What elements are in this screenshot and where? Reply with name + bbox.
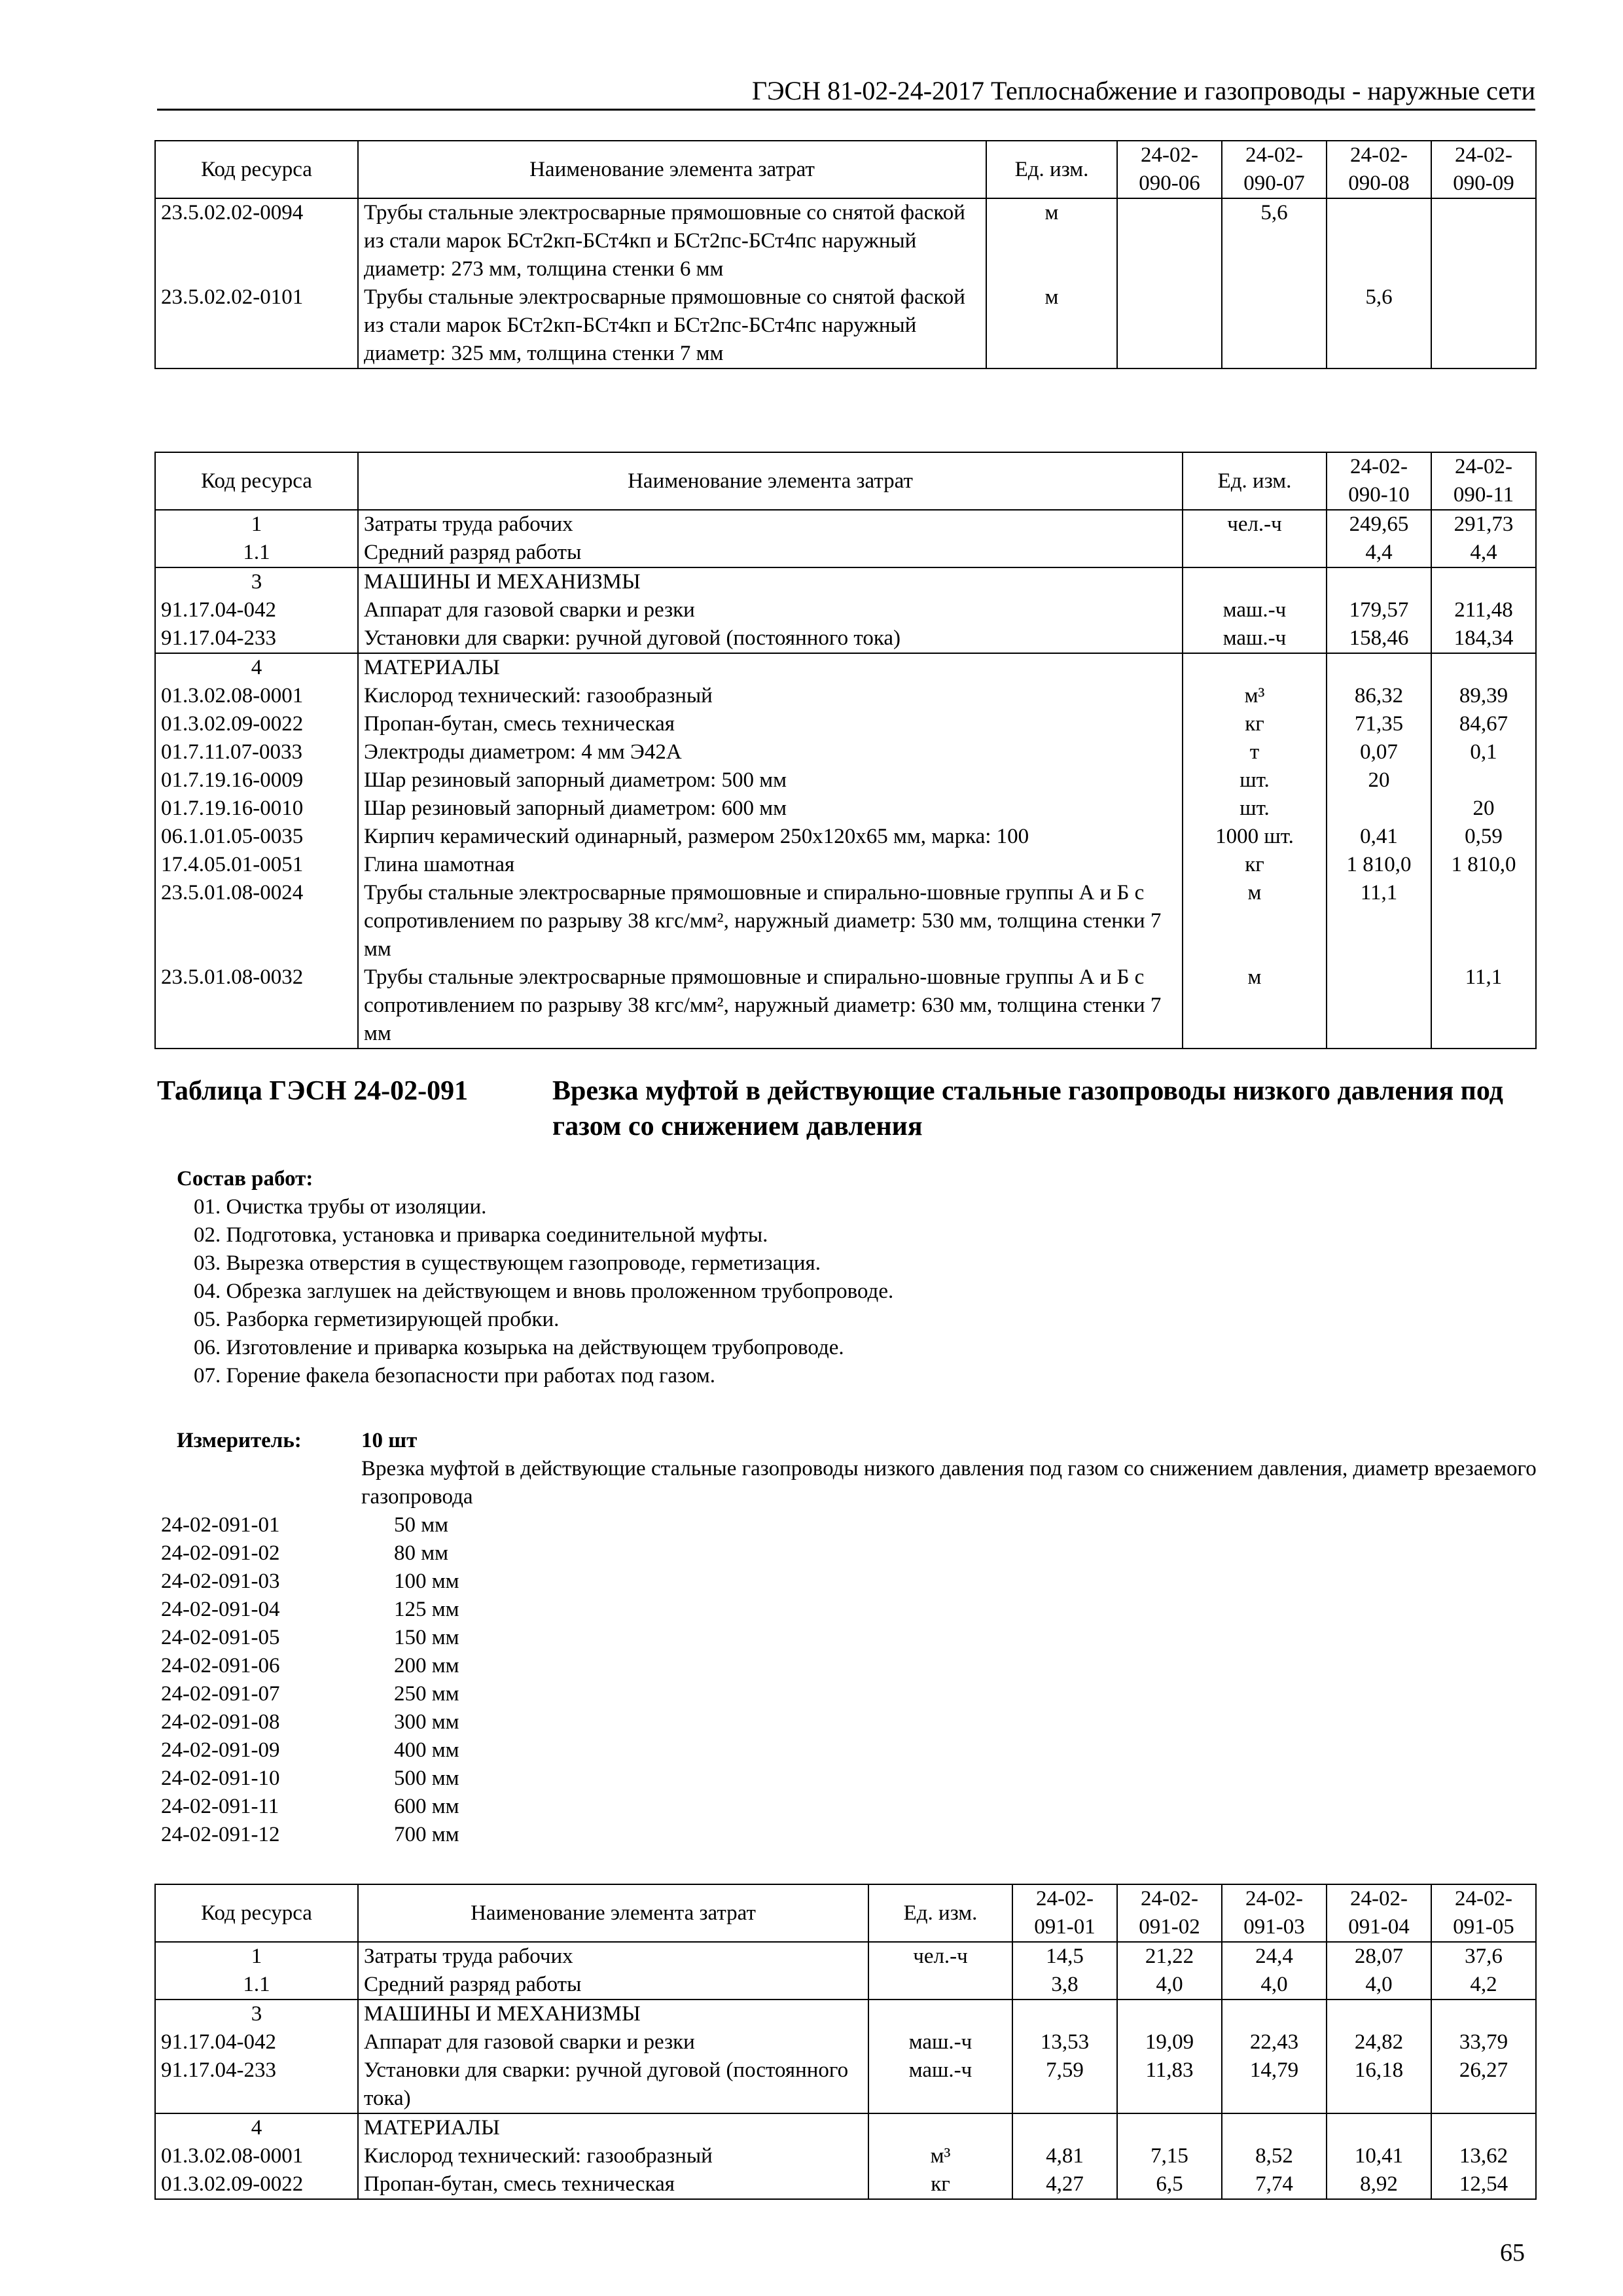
col-header-norm: 24-02- 091-02 [1117,1884,1222,1942]
resource-name-cell: Глина шамотная [358,851,1183,879]
resource-name-cell: Кислород технический: газообразный [358,2142,868,2170]
resource-name-cell: Кирпич керамический одинарный, размером 250х120х65 мм, марка: 100 [358,823,1183,851]
resource-code-cell: 91.17.04-042 [155,596,358,624]
table-row [155,2000,1536,2028]
value-cell: 37,6 [1431,1942,1536,1971]
resource-code-cell: 1.1 [155,539,358,567]
resource-name-cell: МАТЕРИАЛЫ [358,2113,868,2142]
resource-code-cell: 3 [155,567,358,596]
value-cell: 13,62 [1431,2142,1536,2170]
resource-name-cell: Средний разряд работы [358,539,1183,567]
norm-code: 24-02-091-04 [161,1598,280,1621]
value-cell: 11,1 [1327,879,1431,963]
resource-code-cell: 1.1 [155,1971,358,2000]
pipe-diameter: 400 мм [394,1738,459,1762]
table-row [155,510,1536,539]
value-cell: 24,4 [1222,1942,1327,1971]
unit-cell: м [986,283,1117,368]
resource-code-cell: 91.17.04-233 [155,2056,358,2113]
table-row [155,1942,1536,1971]
value-cell [1431,567,1536,596]
resource-name-cell: Шар резиновый запорный диаметром: 600 мм [358,795,1183,823]
norm-code: 24-02-091-10 [161,1767,280,1790]
pipe-diameter: 500 мм [394,1767,459,1790]
value-cell: 1 810,0 [1431,851,1536,879]
value-cell [1431,198,1536,283]
resource-name-cell: Аппарат для газовой сварки и резки [358,2028,868,2056]
norm-code: 24-02-091-06 [161,1654,280,1677]
value-cell [1117,198,1222,283]
table-row [155,283,1536,368]
value-cell: 7,59 [1012,2056,1117,2113]
norm-code: 24-02-091-07 [161,1682,280,1706]
value-cell [1431,879,1536,963]
unit-cell: маш.-ч [1183,596,1327,624]
resource-name-cell: Затраты труда рабочих [358,1942,868,1971]
table-row [155,851,1536,879]
table-header-row [155,452,1536,510]
works-section [177,1165,893,1390]
table-row [155,963,1536,1049]
resource-code-cell: 01.7.11.07-0033 [155,738,358,766]
col-header-code: Код ресурса [155,141,358,198]
resource-name-cell: Электроды диаметром: 4 мм Э42А [358,738,1183,766]
table-row [155,2142,1536,2170]
value-cell [1431,653,1536,682]
resource-code-cell: 01.7.19.16-0009 [155,766,358,795]
col-header-norm: 24-02- 090-07 [1222,141,1327,198]
value-cell: 0,59 [1431,823,1536,851]
norm-code: 24-02-091-09 [161,1738,280,1762]
norm-code: 24-02-091-11 [161,1795,279,1818]
value-cell [1012,2000,1117,2028]
value-cell: 16,18 [1327,2056,1431,2113]
value-cell: 22,43 [1222,2028,1327,2056]
value-cell: 211,48 [1431,596,1536,624]
resource-code-cell: 23.5.02.02-0094 [155,198,358,283]
table-row [155,1971,1536,2000]
unit-cell: шт. [1183,766,1327,795]
value-cell [1117,2000,1222,2028]
resource-table-090-06-09 [154,140,1537,369]
value-cell: 184,34 [1431,624,1536,653]
value-cell: 179,57 [1327,596,1431,624]
unit-cell [868,2000,1012,2028]
value-cell: 14,79 [1222,2056,1327,2113]
value-cell [1327,653,1431,682]
col-header-code: Код ресурса [155,452,358,510]
unit-cell: маш.-ч [868,2056,1012,2113]
measure-description: Врезка муфтой в действующие стальные газопроводы низкого давления под газом со снижением давления, диаметр врезаемого газопровода [361,1457,1537,1509]
pipe-diameter: 300 мм [394,1710,459,1734]
unit-cell: м [1183,879,1327,963]
resource-name-cell: Установки для сварки: ручной дуговой (постоянного тока) [358,624,1183,653]
norm-code: 24-02-091-12 [161,1823,280,1846]
value-cell: 1 810,0 [1327,851,1431,879]
value-cell [1327,198,1431,283]
resource-code-cell: 4 [155,2113,358,2142]
resource-name-cell: Аппарат для газовой сварки и резки [358,596,1183,624]
resource-code-cell: 1 [155,510,358,539]
resource-table-090-10-11 [154,452,1537,1049]
resource-name-cell: Кислород технический: газообразный [358,682,1183,710]
unit-cell: м³ [1183,682,1327,710]
unit-cell [1183,567,1327,596]
value-cell: 89,39 [1431,682,1536,710]
table-row [155,2056,1536,2113]
value-cell: 4,27 [1012,2170,1117,2199]
work-item: 03. Вырезка отверстия в существующем газопроводе, герметизация. [194,1251,821,1275]
col-header-name: Наименование элемента затрат [358,1884,868,1942]
value-cell: 158,46 [1327,624,1431,653]
value-cell: 4,2 [1431,1971,1536,2000]
value-cell [1222,2000,1327,2028]
table-row [155,653,1536,682]
resource-code-cell: 23.5.01.08-0024 [155,879,358,963]
resource-table-091-01-05 [154,1884,1537,2200]
table-row [155,2028,1536,2056]
resource-code-cell: 23.5.01.08-0032 [155,963,358,1049]
col-header-norm: 24-02- 091-03 [1222,1884,1327,1942]
value-cell [1222,283,1327,368]
col-header-norm: 24-02- 091-05 [1431,1884,1536,1942]
col-header-unit: Ед. изм. [1183,452,1327,510]
resource-name-cell: Пропан-бутан, смесь техническая [358,710,1183,738]
resource-name-cell: Установки для сварки: ручной дуговой (постоянного тока) [358,2056,868,2113]
unit-cell: кг [868,2170,1012,2199]
value-cell [1327,2113,1431,2142]
norm-code: 24-02-091-05 [161,1626,280,1649]
resource-name-cell: МАШИНЫ И МЕХАНИЗМЫ [358,2000,868,2028]
unit-cell [868,1971,1012,2000]
value-cell: 8,52 [1222,2142,1327,2170]
value-cell: 26,27 [1431,2056,1536,2113]
page-number: 65 [1500,2239,1525,2267]
pipe-diameter: 150 мм [394,1626,459,1649]
norm-code: 24-02-091-08 [161,1710,280,1734]
unit-cell [868,2113,1012,2142]
value-cell: 13,53 [1012,2028,1117,2056]
unit-cell: чел.-ч [868,1942,1012,1971]
value-cell [1431,766,1536,795]
resource-code-cell: 91.17.04-042 [155,2028,358,2056]
value-cell [1327,963,1431,1049]
table-row [155,766,1536,795]
value-cell: 7,74 [1222,2170,1327,2199]
value-cell [1117,283,1222,368]
work-item: 07. Горение факела безопасности при работах под газом. [194,1364,716,1388]
unit-cell: кг [1183,851,1327,879]
table-number: Таблица ГЭСН 24-02-091 [157,1076,469,1106]
table-row [155,567,1536,596]
resource-code-cell: 01.3.02.09-0022 [155,2170,358,2199]
value-cell: 5,6 [1327,283,1431,368]
value-cell: 5,6 [1222,198,1327,283]
col-header-unit: Ед. изм. [986,141,1117,198]
value-cell: 71,35 [1327,710,1431,738]
value-cell [1431,283,1536,368]
unit-cell: маш.-ч [868,2028,1012,2056]
pipe-diameter: 600 мм [394,1795,459,1818]
table-row [155,823,1536,851]
unit-cell: м [1183,963,1327,1049]
value-cell: 14,5 [1012,1942,1117,1971]
norm-code: 24-02-091-01 [161,1513,280,1537]
running-header: ГЭСН 81-02-24-2017 Теплоснабжение и газопроводы - наружные сети [157,73,1535,111]
col-header-norm: 24-02- 090-06 [1117,141,1222,198]
value-cell: 249,65 [1327,510,1431,539]
table-header-row [155,1884,1536,1942]
value-cell: 6,5 [1117,2170,1222,2199]
table-row [155,2113,1536,2142]
value-cell: 10,41 [1327,2142,1431,2170]
value-cell: 0,1 [1431,738,1536,766]
value-cell: 0,41 [1327,823,1431,851]
table-name: Врезка муфтой в действующие стальные газопроводы низкого давления под газом со снижением давления [552,1076,1503,1141]
value-cell: 8,92 [1327,2170,1431,2199]
value-cell: 33,79 [1431,2028,1536,2056]
value-cell: 4,0 [1222,1971,1327,2000]
norm-code: 24-02-091-03 [161,1570,280,1593]
resource-name-cell: Трубы стальные электросварные прямошовные со снятой фаской из стали марок БСт2кп-БСт4кп и БСт2пс-БСт4пс наружный диаметр: 273 мм, толщина стенки 6 мм [358,198,986,283]
value-cell [1431,2000,1536,2028]
col-header-norm: 24-02- 090-10 [1327,452,1431,510]
resource-code-cell: 01.7.19.16-0010 [155,795,358,823]
table-row [155,738,1536,766]
value-cell [1012,2113,1117,2142]
value-cell: 12,54 [1431,2170,1536,2199]
work-item: 04. Обрезка заглушек на действующем и вновь проложенном трубопроводе. [194,1280,894,1303]
pipe-diameter: 100 мм [394,1570,459,1593]
value-cell: 291,73 [1431,510,1536,539]
work-item: 06. Изготовление и приварка козырька на действующем трубопроводе. [194,1336,844,1359]
measure-unit: 10 шт [361,1429,418,1452]
pipe-diameter: 125 мм [394,1598,459,1621]
value-cell: 11,1 [1431,963,1536,1049]
table-row [155,198,1536,283]
pipe-diameter: 250 мм [394,1682,459,1706]
col-header-unit: Ед. изм. [868,1884,1012,1942]
col-header-norm: 24-02- 091-04 [1327,1884,1431,1942]
pipe-diameter: 50 мм [394,1513,449,1537]
unit-cell: 1000 шт. [1183,823,1327,851]
pipe-diameter: 700 мм [394,1823,459,1846]
value-cell: 0,07 [1327,738,1431,766]
pipe-diameter: 80 мм [394,1541,449,1565]
resource-name-cell: Трубы стальные электросварные прямошовные со снятой фаской из стали марок БСт2кп-БСт4кп и БСт2пс-БСт4пс наружный диаметр: 325 мм, толщина стенки 7 мм [358,283,986,368]
value-cell: 24,82 [1327,2028,1431,2056]
value-cell: 21,22 [1117,1942,1222,1971]
value-cell: 4,0 [1327,1971,1431,2000]
value-cell [1431,2113,1536,2142]
resource-name-cell: Шар резиновый запорный диаметром: 500 мм [358,766,1183,795]
col-header-name: Наименование элемента затрат [358,141,986,198]
value-cell: 20 [1327,766,1431,795]
value-cell: 7,15 [1117,2142,1222,2170]
value-cell: 4,4 [1327,539,1431,567]
resource-code-cell: 1 [155,1942,358,1971]
table-row [155,879,1536,963]
resource-code-cell: 17.4.05.01-0051 [155,851,358,879]
table-row [155,624,1536,653]
value-cell [1117,2113,1222,2142]
value-cell: 3,8 [1012,1971,1117,2000]
unit-cell: чел.-ч [1183,510,1327,539]
value-cell [1222,2113,1327,2142]
value-cell: 19,09 [1117,2028,1222,2056]
col-header-name: Наименование элемента затрат [358,452,1183,510]
value-cell: 4,4 [1431,539,1536,567]
resource-code-cell: 01.3.02.08-0001 [155,682,358,710]
value-cell: 4,0 [1117,1971,1222,2000]
value-cell: 4,81 [1012,2142,1117,2170]
table-row [155,710,1536,738]
resource-name-cell: Пропан-бутан, смесь техническая [358,2170,868,2199]
work-item: 01. Очистка трубы от изоляции. [194,1195,487,1219]
col-header-code: Код ресурса [155,1884,358,1942]
measure-label: Измеритель: [177,1429,302,1452]
resource-code-cell: 4 [155,653,358,682]
unit-cell: м³ [868,2142,1012,2170]
resource-name-cell: Трубы стальные электросварные прямошовные и спирально-шовные группы А и Б с сопротивлением по разрыву 38 кгс/мм², наружный диаметр: 630 мм, толщина стенки 7 мм [358,963,1183,1049]
resource-code-cell: 3 [155,2000,358,2028]
value-cell [1327,567,1431,596]
pipe-diameter: 200 мм [394,1654,459,1677]
value-cell: 86,32 [1327,682,1431,710]
value-cell [1327,2000,1431,2028]
col-header-norm: 24-02- 091-01 [1012,1884,1117,1942]
table-row [155,539,1536,567]
work-item: 02. Подготовка, установка и приварка соединительной муфты. [194,1223,768,1247]
unit-cell: шт. [1183,795,1327,823]
resource-name-cell: Затраты труда рабочих [358,510,1183,539]
resource-code-cell: 01.3.02.09-0022 [155,710,358,738]
table-row [155,795,1536,823]
norm-code: 24-02-091-02 [161,1541,280,1565]
resource-name-cell: МАТЕРИАЛЫ [358,653,1183,682]
table-row [155,596,1536,624]
work-item: 05. Разборка герметизирующей пробки. [194,1308,560,1331]
value-cell: 28,07 [1327,1942,1431,1971]
table-row [155,2170,1536,2199]
unit-cell [1183,539,1327,567]
value-cell: 20 [1431,795,1536,823]
col-header-norm: 24-02- 090-11 [1431,452,1536,510]
value-cell: 11,83 [1117,2056,1222,2113]
resource-code-cell: 91.17.04-233 [155,624,358,653]
col-header-norm: 24-02- 090-08 [1327,141,1431,198]
unit-cell: кг [1183,710,1327,738]
resource-code-cell: 06.1.01.05-0035 [155,823,358,851]
unit-cell: т [1183,738,1327,766]
resource-name-cell: Средний разряд работы [358,1971,868,2000]
resource-name-cell: Трубы стальные электросварные прямошовные и спирально-шовные группы А и Б с сопротивлением по разрыву 38 кгс/мм², наружный диаметр: 530 мм, толщина стенки 7 мм [358,879,1183,963]
unit-cell: м [986,198,1117,283]
resource-name-cell: МАШИНЫ И МЕХАНИЗМЫ [358,567,1183,596]
value-cell: 84,67 [1431,710,1536,738]
col-header-norm: 24-02- 090-09 [1431,141,1536,198]
resource-code-cell: 23.5.02.02-0101 [155,283,358,368]
table-header-row [155,141,1536,198]
unit-cell: маш.-ч [1183,624,1327,653]
works-title: Состав работ: [177,1167,313,1191]
table-row [155,682,1536,710]
value-cell [1327,795,1431,823]
resource-code-cell: 01.3.02.08-0001 [155,2142,358,2170]
unit-cell [1183,653,1327,682]
